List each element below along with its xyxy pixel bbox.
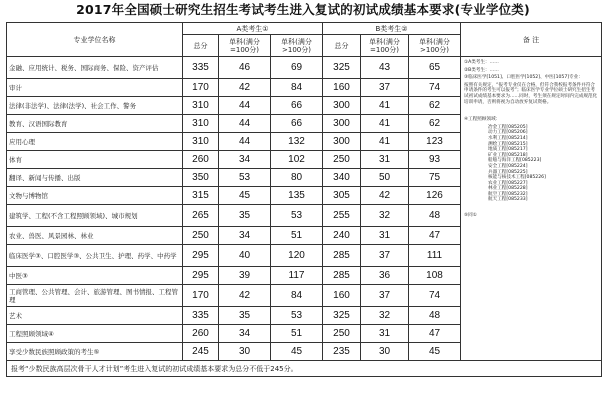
group-b-total-score: 300 — [323, 115, 361, 133]
header-b-single-over: 单科(满分>100分) — [409, 35, 461, 57]
header-a-single-over: 单科(满分>100分) — [271, 35, 323, 57]
requirements-table — [6, 22, 602, 377]
group-b-single-over-100-score: 74 — [409, 79, 461, 97]
group-a-single-100-score: 35 — [219, 205, 271, 227]
group-a-single-100-score: 44 — [219, 115, 271, 133]
group-a-total-score: 310 — [183, 97, 219, 115]
engineering-field-item: 安全工程[085224] — [488, 163, 528, 169]
group-a-total-score: 315 — [183, 187, 219, 205]
group-a-total-score: 260 — [183, 151, 219, 169]
group-a-total-score: 295 — [183, 245, 219, 267]
group-b-single-over-100-score: 48 — [409, 307, 461, 325]
group-b-single-over-100-score: 123 — [409, 133, 461, 151]
group-b-single-100-score: 43 — [361, 57, 409, 79]
remark-note-3: ③临床医学[1051]、口腔医学[1052]、中医[1057]专业： — [464, 75, 583, 81]
group-a-single-over-100-score: 53 — [271, 205, 323, 227]
remark-note-3-detail: 按照有关规定，“报考专业仅在合格，但符合我校报考条件并符合申请条件的考生可以报考”；临床医学专业学位硕士研究生招生考试初试成绩基本要求为……同时，考生须在规定时间内完成规范化培训申请，否则将视为自动放弃复试资格。 — [464, 82, 598, 105]
group-b-single-100-score: 37 — [361, 245, 409, 267]
group-b-single-over-100-score: 126 — [409, 187, 461, 205]
group-b-total-score: 250 — [323, 325, 361, 343]
engineering-field-item: 冶金工程[085205] — [488, 124, 528, 130]
degree-name: 应用心理 — [7, 133, 183, 151]
group-a-single-over-100-score: 120 — [271, 245, 323, 267]
engineering-field-list — [464, 125, 598, 203]
degree-name: 体育 — [7, 151, 183, 169]
group-a-single-over-100-score: 53 — [271, 307, 323, 325]
group-a-total-score: 170 — [183, 79, 219, 97]
footnote-row — [7, 361, 602, 377]
header-group-a: A类考生① — [183, 23, 323, 35]
group-b-total-score: 255 — [323, 205, 361, 227]
group-a-total-score: 250 — [183, 227, 219, 245]
degree-name: 金融、应用统计、税务、国际商务、保险、资产评估 — [7, 57, 183, 79]
group-a-single-100-score: 39 — [219, 267, 271, 285]
group-a-single-100-score: 45 — [219, 187, 271, 205]
group-b-total-score: 325 — [323, 307, 361, 325]
degree-name: 享受少数民族照顾政策的考生⑤ — [7, 343, 183, 361]
engineering-field-item: 测绘工程[085215] — [488, 141, 528, 147]
group-a-total-score: 335 — [183, 307, 219, 325]
engineering-field-item: 船舶与海洋工程[085223] — [488, 158, 542, 164]
group-b-total-score: 285 — [323, 267, 361, 285]
group-a-single-over-100-score: 117 — [271, 267, 323, 285]
table-body — [7, 57, 602, 377]
group-a-total-score: 310 — [183, 115, 219, 133]
group-b-single-100-score: 31 — [361, 227, 409, 245]
group-a-single-over-100-score: 51 — [271, 227, 323, 245]
degree-name: 临床医学③、口腔医学③、公共卫生、护理、药学、中药学 — [7, 245, 183, 267]
requirements-table-wrap — [6, 22, 601, 412]
degree-name: 工程照顾领域④ — [7, 325, 183, 343]
group-b-total-score: 300 — [323, 133, 361, 151]
group-b-single-100-score: 41 — [361, 115, 409, 133]
remark-note-5: ⑤同① — [464, 213, 477, 219]
engineering-field-item: 林业工程[085228] — [488, 186, 528, 192]
group-a-single-100-score: 34 — [219, 151, 271, 169]
group-b-single-over-100-score: 74 — [409, 285, 461, 307]
group-b-total-score: 250 — [323, 151, 361, 169]
degree-name: 教育、汉语国际教育 — [7, 115, 183, 133]
group-a-single-over-100-score: 66 — [271, 115, 323, 133]
group-a-single-100-score: 53 — [219, 169, 271, 187]
group-b-total-score: 305 — [323, 187, 361, 205]
group-b-total-score: 325 — [323, 57, 361, 79]
group-b-single-over-100-score: 108 — [409, 267, 461, 285]
group-b-total-score: 340 — [323, 169, 361, 187]
group-a-single-over-100-score: 51 — [271, 325, 323, 343]
group-a-single-100-score: 30 — [219, 343, 271, 361]
group-b-single-over-100-score: 47 — [409, 227, 461, 245]
group-a-total-score: 170 — [183, 285, 219, 307]
group-a-single-100-score: 44 — [219, 97, 271, 115]
degree-name: 审计 — [7, 79, 183, 97]
group-b-single-over-100-score: 62 — [409, 115, 461, 133]
group-a-total-score: 335 — [183, 57, 219, 79]
header-b-single-100: 单科(满分=100分) — [361, 35, 409, 57]
group-a-total-score: 310 — [183, 133, 219, 151]
group-b-single-100-score: 42 — [361, 187, 409, 205]
group-b-total-score: 160 — [323, 285, 361, 307]
header-a-single-100: 单科(满分=100分) — [219, 35, 271, 57]
group-a-total-score: 265 — [183, 205, 219, 227]
group-a-single-over-100-score: 132 — [271, 133, 323, 151]
engineering-field-item: 动力工程[085206] — [488, 130, 528, 136]
header-b-total: 总分 — [323, 35, 361, 57]
group-a-single-over-100-score: 84 — [271, 285, 323, 307]
group-b-single-100-score: 41 — [361, 97, 409, 115]
group-a-total-score: 260 — [183, 325, 219, 343]
group-b-total-score: 300 — [323, 97, 361, 115]
group-a-single-100-score: 34 — [219, 227, 271, 245]
footnote: 报考“少数民族高层次骨干人才计划”考生进入复试的初试成绩基本要求为总分不低于245分。 — [7, 361, 602, 377]
group-a-single-over-100-score: 102 — [271, 151, 323, 169]
group-a-single-100-score: 46 — [219, 57, 271, 79]
degree-name: 法律(非法学)、法律(法学)、社会工作、警务 — [7, 97, 183, 115]
group-a-total-score: 295 — [183, 267, 219, 285]
group-b-single-100-score: 32 — [361, 307, 409, 325]
page-title: 2017年全国硕士研究生招生考试考生进入复试的初试成绩基本要求(专业学位类) — [76, 2, 530, 17]
degree-name: 文物与博物馆 — [7, 187, 183, 205]
group-a-total-score: 350 — [183, 169, 219, 187]
group-a-single-over-100-score: 84 — [271, 79, 323, 97]
engineering-field-item: 兵器工程[085225] — [488, 169, 528, 175]
header-remarks: 备 注 — [461, 23, 602, 57]
group-b-single-over-100-score: 65 — [409, 57, 461, 79]
remark-note-2: ②B类考生：…… — [464, 67, 499, 73]
group-b-total-score: 235 — [323, 343, 361, 361]
engineering-field-item: 核能与核技术工程[085226] — [488, 175, 546, 181]
group-b-single-100-score: 31 — [361, 151, 409, 169]
group-b-single-100-score: 36 — [361, 267, 409, 285]
degree-name: 建筑学、工程(不含工程照顾领域)、城市规划 — [7, 205, 183, 227]
group-a-single-100-score: 44 — [219, 133, 271, 151]
group-a-single-over-100-score: 69 — [271, 57, 323, 79]
group-b-single-100-score: 37 — [361, 285, 409, 307]
degree-name: 中医③ — [7, 267, 183, 285]
group-a-single-100-score: 42 — [219, 79, 271, 97]
degree-name: 翻译、新闻与传播、出版 — [7, 169, 183, 187]
header-group-b: B类考生② — [323, 23, 461, 35]
group-b-total-score: 160 — [323, 79, 361, 97]
degree-name: 农业、兽医、风景园林、林业 — [7, 227, 183, 245]
group-b-single-100-score: 30 — [361, 343, 409, 361]
group-b-single-100-score: 31 — [361, 325, 409, 343]
engineering-field-item: 地质工程[085217] — [488, 147, 528, 153]
remark-note-1: ①A类考生：…… — [464, 60, 499, 65]
group-b-total-score: 285 — [323, 245, 361, 267]
engineering-field-item: 矿业工程[085218] — [488, 152, 528, 158]
header-category: 专业学位名称 — [7, 23, 183, 57]
group-a-single-over-100-score: 66 — [271, 97, 323, 115]
degree-name: 艺术 — [7, 307, 183, 325]
group-b-total-score: 240 — [323, 227, 361, 245]
group-b-single-100-score: 37 — [361, 79, 409, 97]
engineering-field-item: 航天工程[085233] — [488, 197, 528, 203]
table-row — [7, 57, 602, 79]
group-a-single-over-100-score: 135 — [271, 187, 323, 205]
group-b-single-over-100-score: 93 — [409, 151, 461, 169]
group-a-single-100-score: 40 — [219, 245, 271, 267]
degree-name: 工商管理、公共管理、会计、旅游管理、图书情报、工程管理 — [7, 285, 183, 307]
group-a-single-over-100-score: 80 — [271, 169, 323, 187]
group-b-single-over-100-score: 47 — [409, 325, 461, 343]
engineering-field-item: 农业工程[085227] — [488, 180, 528, 186]
group-b-single-over-100-score: 75 — [409, 169, 461, 187]
group-a-single-100-score: 42 — [219, 285, 271, 307]
header-a-total: 总分 — [183, 35, 219, 57]
group-a-single-100-score: 35 — [219, 307, 271, 325]
engineering-field-item: 航空工程[085232] — [488, 191, 528, 197]
group-b-single-over-100-score: 62 — [409, 97, 461, 115]
group-a-total-score: 245 — [183, 343, 219, 361]
group-b-single-100-score: 32 — [361, 205, 409, 227]
group-a-single-100-score: 34 — [219, 325, 271, 343]
group-b-single-over-100-score: 111 — [409, 245, 461, 267]
engineering-field-item: 水利工程[085214] — [488, 135, 528, 141]
group-b-single-over-100-score: 45 — [409, 343, 461, 361]
remark-note-4: ④工程照顾领域： — [464, 117, 501, 123]
group-b-single-100-score: 50 — [361, 169, 409, 187]
group-b-single-100-score: 41 — [361, 133, 409, 151]
group-a-single-over-100-score: 45 — [271, 343, 323, 361]
group-b-single-over-100-score: 48 — [409, 205, 461, 227]
remarks-cell — [461, 57, 602, 361]
